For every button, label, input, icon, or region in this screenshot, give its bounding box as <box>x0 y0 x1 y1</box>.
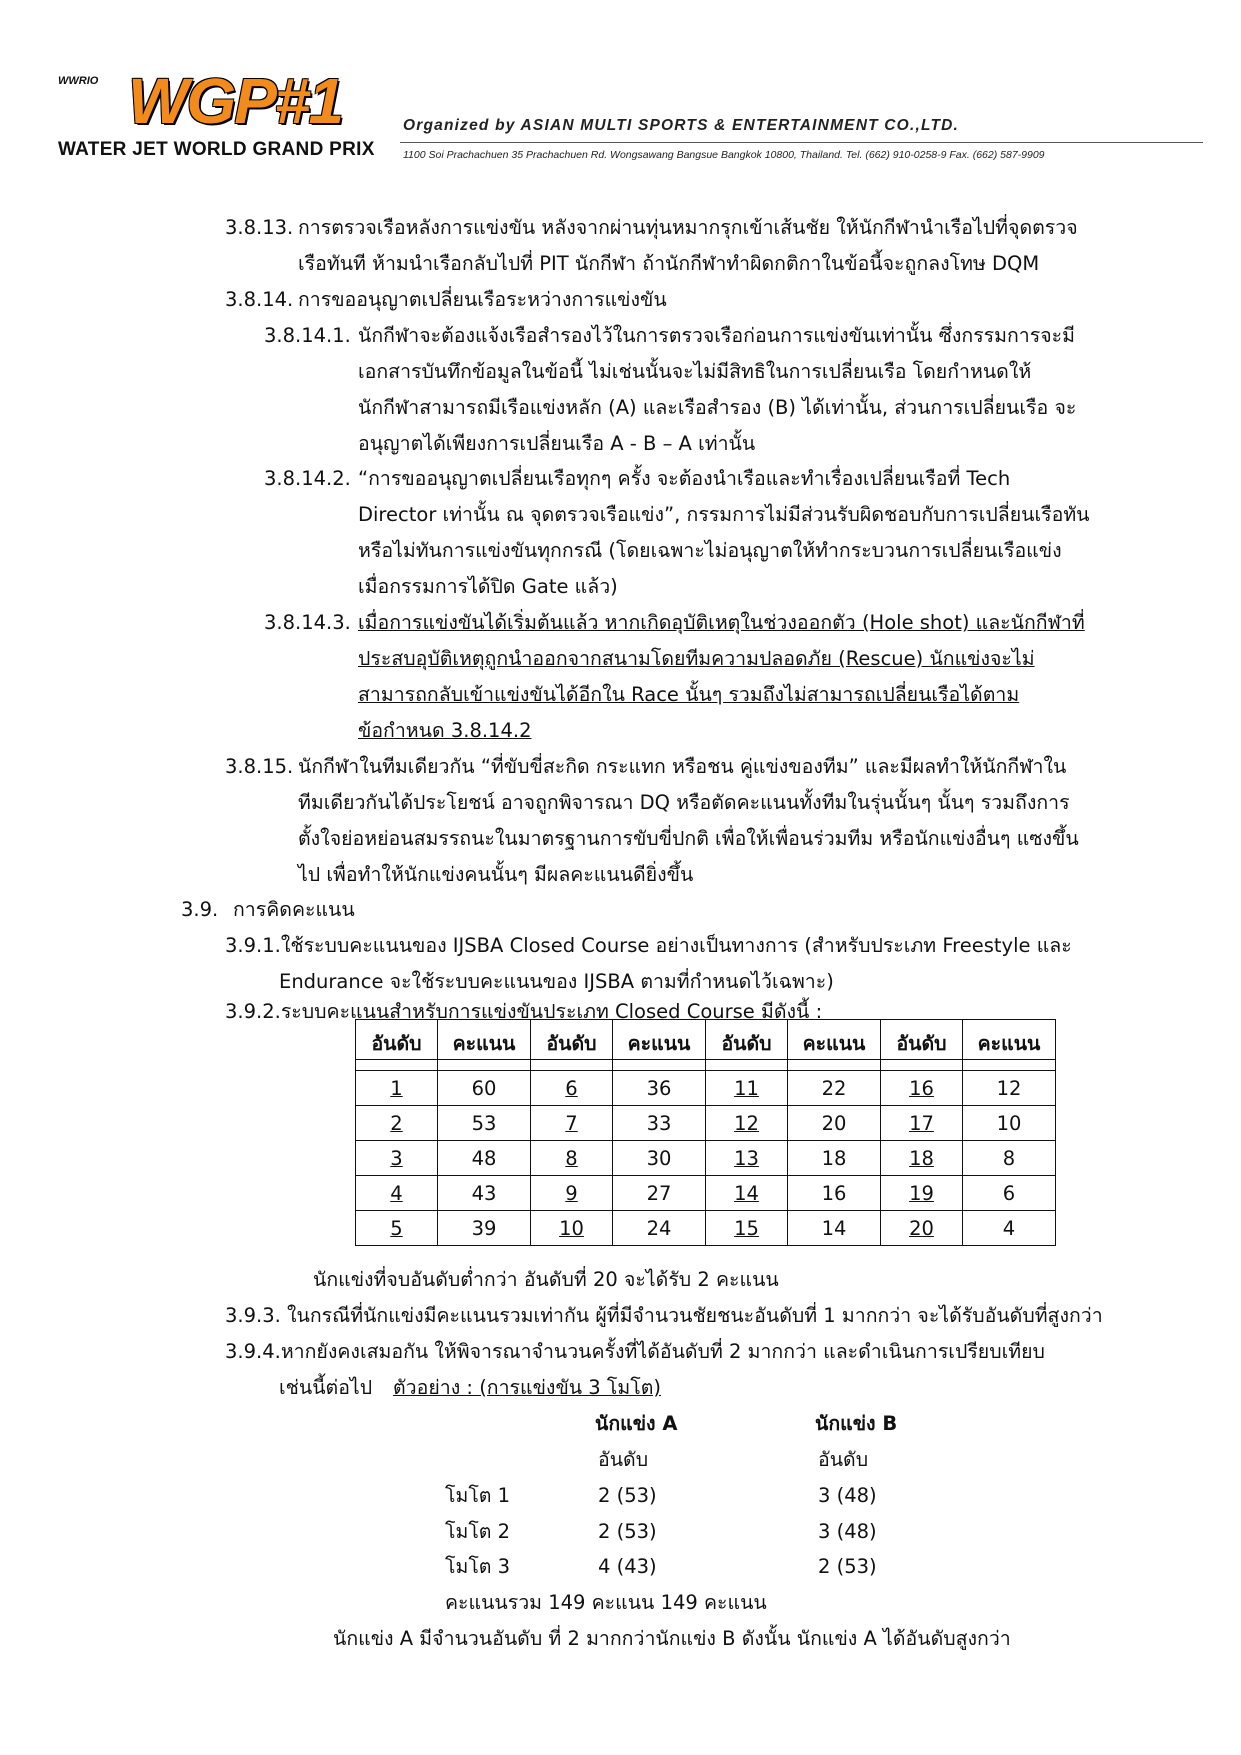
paragraph-line: หรือไม่ทันการแข่งขันทุกกรณี (โดยเฉพาะไม่อนุญาตให้ทำกระบวนการเปลี่ยนเรือแข่ง <box>358 539 1062 562</box>
points-cell: 18 <box>788 1141 881 1176</box>
racer-a-heading: นักแข่ง A <box>595 1412 678 1435</box>
paragraph-line: 3.9.4.หากยังคงเสมอกัน ให้พิจารณาจำนวนครั้งที่ได้อันดับที่ 2 มากกว่า และดำเนินการเปรียบเทียบ <box>225 1340 1045 1363</box>
points-cell: 20 <box>788 1106 881 1141</box>
column-header-points: คะแนน <box>613 1020 706 1060</box>
section-number: 3.8.13. <box>225 216 294 239</box>
column-header-points: คะแนน <box>963 1020 1056 1060</box>
rank-cell: 3 <box>356 1141 438 1176</box>
rank-cell: 5 <box>356 1211 438 1246</box>
paragraph-line: เอกสารบันทึกข้อมูลในข้อนี้ ไม่เช่นนั้นจะไม่มีสิทธิในการเปลี่ยนเรือ โดยกำหนดให้ <box>358 360 1032 383</box>
moto-result-a: 4 (43) <box>598 1555 657 1578</box>
section-heading: การขออนุญาตเปลี่ยนเรือระหว่างการแข่งขัน <box>298 288 667 311</box>
paragraph-line: Endurance จะใช้ระบบคะแนนของ IJSBA ตามที่กำหนดไว้เฉพาะ) <box>279 970 834 993</box>
rank-cell: 6 <box>531 1071 613 1106</box>
column-header-rank: อันดับ <box>531 1020 613 1060</box>
rank-cell: 7 <box>531 1106 613 1141</box>
rank-cell: 9 <box>531 1176 613 1211</box>
logo-top-text: WWRIO <box>58 75 99 87</box>
underlined-line: สามารถกลับเข้าแข่งขันได้อีกใน Race นั้นๆ รวมถึงไม่สามารถเปลี่ยนเรือได้ตาม <box>358 683 1020 706</box>
column-header-rank: อันดับ <box>706 1020 788 1060</box>
rank-cell: 8 <box>531 1141 613 1176</box>
points-table <box>355 1019 1056 1246</box>
points-cell: 48 <box>438 1141 531 1176</box>
paragraph-line: การตรวจเรือหลังการแข่งขัน หลังจากผ่านทุ่นหมากรุกเข้าเส้นชัย ให้นักกีฬานำเรือไปที่จุดตรวจ <box>298 216 1078 239</box>
rank-cell: 4 <box>356 1176 438 1211</box>
racer-b-heading: นักแข่ง B <box>815 1412 898 1435</box>
example-label: ตัวอย่าง : (การแข่งขัน 3 โมโต) <box>393 1376 661 1399</box>
header-divider <box>400 142 1203 143</box>
paragraph-line: ทีมเดียวกันได้ประโยชน์ อาจถูกพิจารณา DQ หรือตัดคะแนนทั้งทีมในรุ่นนั้นๆ นั้นๆ รวมถึงการ <box>298 791 1070 814</box>
points-cell: 8 <box>963 1141 1056 1176</box>
section-number: 3.9. <box>181 898 219 921</box>
paragraph-line: 3.9.2.ระบบคะแนนสำหรับการแข่งขันประเภท Closed Course มีดังนี้ : <box>225 1000 823 1023</box>
organizer-line: Organized by ASIAN MULTI SPORTS & ENTERTAINMENT CO.,LTD. <box>403 117 960 134</box>
column-header-points: คะแนน <box>438 1020 531 1060</box>
points-cell: 4 <box>963 1211 1056 1246</box>
paragraph-line: ตั้งใจย่อหย่อนสมรรถนะในมาตรฐานการขับขี่ปกติ เพื่อให้เพื่อนร่วมทีม หรือนักแข่งอื่นๆ แซงขึ้น <box>298 827 1079 850</box>
points-cell: 10 <box>963 1106 1056 1141</box>
rank-cell: 13 <box>706 1141 788 1176</box>
rank-cell: 20 <box>881 1211 963 1246</box>
rank-cell: 2 <box>356 1106 438 1141</box>
underlined-line: ประสบอุบัติเหตุถูกนำออกจากสนามโดยทีมความปลอดภัย (Rescue) นักแข่งจะไม่ <box>358 647 1035 670</box>
moto-result-a: 2 (53) <box>598 1484 657 1507</box>
rank-label-b: อันดับ <box>818 1448 869 1471</box>
paragraph-line: อนุญาตได้เพียงการเปลี่ยนเรือ A - B – A เท่านั้น <box>358 432 756 455</box>
paragraph-line: นักกีฬาสามารถมีเรือแข่งหลัก (A) และเรือสำรอง (B) ได้เท่านั้น, ส่วนการเปลี่ยนเรือ จะ <box>358 396 1077 419</box>
moto-result-b: 2 (53) <box>818 1555 877 1578</box>
rank-cell: 12 <box>706 1106 788 1141</box>
section-number: 3.8.15. <box>225 755 294 778</box>
rank-cell: 14 <box>706 1176 788 1211</box>
organizer-address: 1100 Soi Prachachuen 35 Prachachuen Rd. Wongsawang Bangsue Bangkok 10800, Thailand. Tel. (662) 910-0258-9 Fax. (662) 587-9909 <box>403 149 1045 161</box>
moto-result-b: 3 (48) <box>818 1520 877 1543</box>
paragraph-line: นักกีฬาจะต้องแจ้งเรือสำรองไว้ในการตรวจเรือก่อนการแข่งขันเท่านั้น ซึ่งกรรมการจะมี <box>358 324 1075 347</box>
table-spacer-row <box>356 1060 1056 1071</box>
rank-cell: 18 <box>881 1141 963 1176</box>
section-number: 3.8.14.2. <box>264 467 351 490</box>
conclusion-line: นักแข่ง A มีจำนวนอันดับ ที่ 2 มากกว่านักแข่ง B ดังนั้น นักแข่ง A ได้อันดับสูงกว่า <box>333 1627 1011 1650</box>
column-header-points: คะแนน <box>788 1020 881 1060</box>
section-heading: การคิดคะแนน <box>233 898 355 921</box>
paragraph-line: 3.9.1.ใช้ระบบคะแนนของ IJSBA Closed Course อย่างเป็นทางการ (สำหรับประเภท Freestyle และ <box>225 934 1072 957</box>
wgp-logo <box>58 65 380 167</box>
points-cell: 22 <box>788 1071 881 1106</box>
total-points-line: คะแนนรวม 149 คะแนน 149 คะแนน <box>445 1591 767 1614</box>
table-header-row <box>356 1020 1056 1060</box>
paragraph-line: Director เท่านั้น ณ จุดตรวจเรือแข่ง”, กรรมการไม่มีส่วนรับผิดชอบกับการเปลี่ยนเรือทัน <box>358 503 1090 526</box>
points-cell: 33 <box>613 1106 706 1141</box>
section-number: 3.8.14.3. <box>264 611 351 634</box>
paragraph-line: 3.9.3. ในกรณีที่นักแข่งมีคะแนนรวมเท่ากัน ผู้ที่มีจำนวนชัยชนะอันดับที่ 1 มากกว่า จะได้รับอันดับที่สูงกว่า <box>225 1304 1103 1327</box>
table-row <box>356 1071 1056 1106</box>
section-number: 3.8.14.1. <box>264 324 351 347</box>
points-cell: 27 <box>613 1176 706 1211</box>
points-cell: 53 <box>438 1106 531 1141</box>
points-cell: 14 <box>788 1211 881 1246</box>
rank-cell: 16 <box>881 1071 963 1106</box>
points-cell: 24 <box>613 1211 706 1246</box>
underlined-line: ข้อกำหนด 3.8.14.2 <box>358 719 532 742</box>
rank-cell: 1 <box>356 1071 438 1106</box>
logo-main-text: WGP#1 <box>128 65 343 137</box>
points-cell: 16 <box>788 1176 881 1211</box>
section-number: 3.8.14. <box>225 288 294 311</box>
points-cell: 39 <box>438 1211 531 1246</box>
moto-result-b: 3 (48) <box>818 1484 877 1507</box>
paragraph-line: ไป เพื่อทำให้นักแข่งคนนั้นๆ มีผลคะแนนดียิ่งขึ้น <box>298 863 694 886</box>
paragraph-line: “การขออนุญาตเปลี่ยนเรือทุกๆ ครั้ง จะต้องนำเรือและทำเรื่องเปลี่ยนเรือที่ Tech <box>358 467 1011 490</box>
table-row <box>356 1106 1056 1141</box>
paragraph-line: เมื่อกรรมการได้ปิด Gate แล้ว) <box>358 575 618 598</box>
paragraph-line: เช่นนี้ต่อไป <box>279 1376 373 1399</box>
rank-cell: 19 <box>881 1176 963 1211</box>
table-row <box>356 1211 1056 1246</box>
paragraph-line: เรือทันที ห้ามนำเรือกลับไปที่ PIT นักกีฬา ถ้านักกีฬาทำผิดกติกาในข้อนี้จะถูกลงโทษ DQM <box>298 252 1040 275</box>
points-cell: 36 <box>613 1071 706 1106</box>
rank-cell: 15 <box>706 1211 788 1246</box>
points-cell: 43 <box>438 1176 531 1211</box>
moto-label: โมโต 1 <box>445 1484 511 1507</box>
paragraph-line: นักกีฬาในทีมเดียวกัน “ที่ขับขี่สะกิด กระแทก หรือชน คู่แข่งของทีม” และมีผลทำให้นักกีฬาใน <box>298 755 1067 778</box>
moto-label: โมโต 2 <box>445 1520 511 1543</box>
moto-label: โมโต 3 <box>445 1555 511 1578</box>
logo-sub-text: WATER JET WORLD GRAND PRIX <box>58 139 375 160</box>
moto-result-a: 2 (53) <box>598 1520 657 1543</box>
table-row <box>356 1176 1056 1211</box>
rank-cell: 10 <box>531 1211 613 1246</box>
points-cell: 60 <box>438 1071 531 1106</box>
rank-cell: 17 <box>881 1106 963 1141</box>
table-note: นักแข่งที่จบอันดับต่ำกว่า อันดับที่ 20 จะได้รับ 2 คะแนน <box>313 1268 779 1291</box>
table-row <box>356 1141 1056 1176</box>
column-header-rank: อันดับ <box>356 1020 438 1060</box>
underlined-line: เมื่อการแข่งขันได้เริ่มต้นแล้ว หากเกิดอุบัติเหตุในช่วงออกตัว (Hole shot) และนักกีฬาที่ <box>358 611 1085 634</box>
rank-cell: 11 <box>706 1071 788 1106</box>
rank-label-a: อันดับ <box>598 1448 649 1471</box>
points-cell: 30 <box>613 1141 706 1176</box>
points-cell: 6 <box>963 1176 1056 1211</box>
points-cell: 12 <box>963 1071 1056 1106</box>
column-header-rank: อันดับ <box>881 1020 963 1060</box>
